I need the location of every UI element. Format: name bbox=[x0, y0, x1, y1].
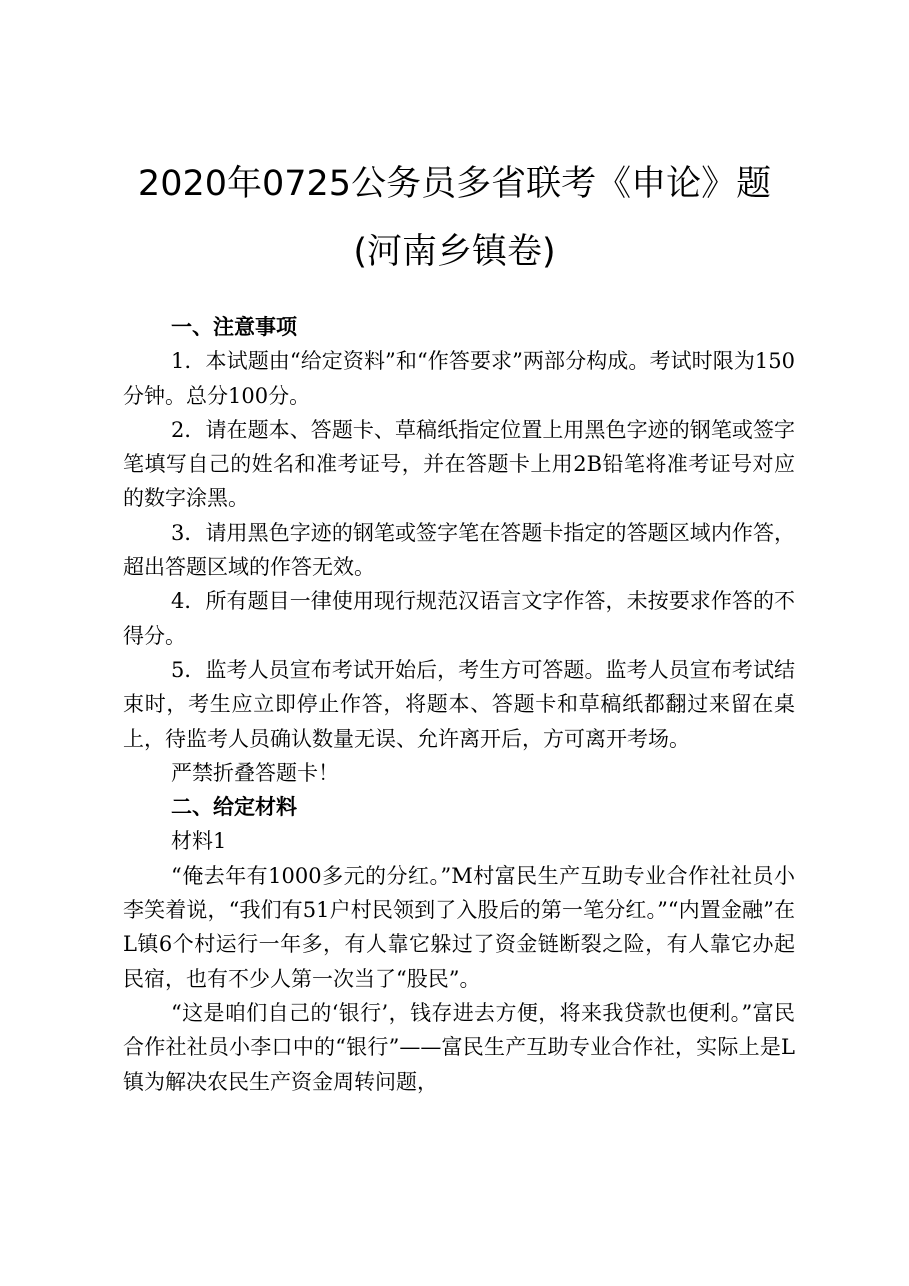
notice-item-1: 1．本试题由“给定资料”和“作答要求”两部分构成。考试时限为150分钟。总分100分。 bbox=[123, 349, 795, 408]
document-subtitle: (河南乡镇卷) bbox=[353, 232, 556, 272]
notice-item-2: 2．请在题本、答题卡、草稿纸指定位置上用黑色字迹的钢笔或签字笔填写自己的姓名和准考证号，并在答题卡上用2B铅笔将准考证号对应的数字涂黑。 bbox=[123, 417, 795, 511]
material-paragraph-2: “这是咱们自己的‘银行’，钱存进去方便，将来我贷款也便利。”富民合作社社员小李口中的“银行”——富民生产互助专业合作社，实际上是L镇为解决农民生产资金周转问题， bbox=[123, 1000, 795, 1094]
material-label: 材料1 bbox=[171, 829, 227, 854]
notice-heading: 一、注意事项 bbox=[171, 315, 297, 339]
notice-item-3: 3．请用黑色字迹的钢笔或签字笔在答题卡指定的答题区域内作答，超出答题区域的作答无效。 bbox=[123, 520, 795, 580]
notice-item-4: 4．所有题目一律使用现行规范汉语言文字作答，未按要求作答的不得分。 bbox=[123, 589, 795, 648]
document-title: 2020年0725公务员多省联考《申论》题 bbox=[137, 164, 772, 204]
document-body bbox=[123, 310, 795, 1099]
material-paragraph-1: “俺去年有1000多元的分红。”M村富民生产互助专业合作社社员小李笑着说，“我们有51户村民领到了入股后的第一笔分红。”“内置金融”在L镇6个村运行一年多，有人靠它躲过了资金链断裂之险，有人靠它办起民宿，也有不少人第一次当了“股民”。 bbox=[123, 863, 795, 991]
materials-heading: 二、给定材料 bbox=[171, 795, 297, 820]
notice-item-5: 5．监考人员宣布考试开始后，考生方可答题。监考人员宣布考试结束时，考生应立即停止作答，将题本、答题卡和草稿纸都翻过来留在桌上，待监考人员确认数量无误、允许离开后，方可离开考场。 bbox=[123, 657, 795, 751]
notice-warning: 严禁折叠答题卡！ bbox=[171, 760, 339, 785]
